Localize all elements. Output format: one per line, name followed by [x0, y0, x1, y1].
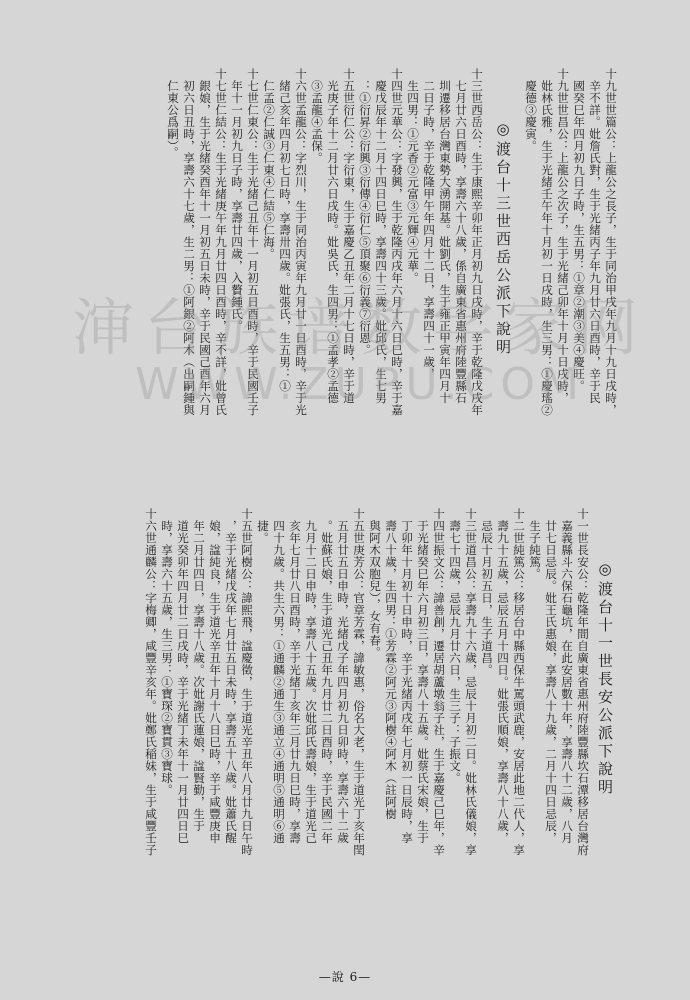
lower-entry: 十三世道昌公：享壽九十六歲，忌辰十月初二日。妣林氏儀娘，享 [464, 508, 478, 856]
upper-entry: 十七世仁結公：生于光緒庚午年九月廿四日酉時，辛不詳，妣曾氏 [214, 68, 228, 416]
upper-entry: ：①衍昇②衍興③衍傳④衍仁⑤頂聚⑥衍義⑦衍恩。 [358, 68, 372, 356]
page-number: —說 6— [318, 970, 372, 984]
upper-entry: 年十一月初九日子時，享壽廿四歲，入贅鍾氏。 [230, 68, 244, 332]
upper-entry: 十四世元華公：字發興，生于乾隆丙戌年六月十六日巳時，辛于嘉 [390, 68, 404, 416]
upper-entry: 慶戊辰年十二月十四日巳時，享壽四十三歲。妣邱氏，生七男 [374, 68, 388, 404]
upper-entry: 十三世西岳公：生于康熙辛卯年正月初九日戌時，辛于乾隆戊戌年 [470, 68, 484, 416]
upper-entry: 仁東公爲嗣）。 [166, 68, 180, 159]
upper-entry: 緒己亥年四月初七日時，享壽卅四歲。妣張氏，生五男：① [278, 68, 292, 392]
upper-entry: 國癸巳年四月初九日子時，生五男：①章②潮③美④慶旺。 [572, 68, 586, 392]
lower-entry: 十六世通麟公：字梅卿，咸豐辛亥年。妣鄭氏稲妹，生于咸豐壬子 [144, 508, 158, 856]
lower-entry: 道光癸卯年四月廿二日戌時，辛于光緒丁未年十一月廿四日巳 [176, 508, 190, 844]
lower-entry: 嘉義縣斗六保石龜坑，在此安居數十年，享壽八十二歲，八月 [560, 508, 574, 844]
lower-entry: 十一世長安公：乾隆年間自廣東省惠州府陸豐縣坎石潭移居台灣府 [576, 508, 590, 856]
upper-entry: 光庚子年十二月廿六日戌時。妣吳氏，生四男：①孟孝②孟德 [326, 68, 340, 404]
upper-entry: 仁孟②仁誠③仁東④仁結⑤仁海。 [262, 68, 276, 260]
upper-entry: 生四男：①元香②元富③元輝④元華。 [406, 68, 420, 284]
upper-entry: 二日子時，辛于乾隆甲午年四月十二日，享壽四十一歲， [422, 68, 436, 380]
lower-entry: 廿七日忌辰。妣王氏惠娘，享壽八十九歲，二月十四日忌辰， [544, 508, 558, 844]
lower-entry: 九月十二日申時，享壽八十五歲。次妣邱氏壽娘，生于道光己 [304, 508, 318, 844]
watermark-text: 渖台族谱数字家网 [71, 291, 648, 364]
lower-entry: 忌辰十月初五日，生子道昌。 [480, 508, 494, 676]
lower-entry: 十二世純篤公：移居台中縣西保牛罵頭武鹿，安居此地二代人，享 [512, 508, 526, 856]
lower-entry: 壽七十四歲，忌辰九月廿六日，生三子：子振文。 [448, 508, 462, 784]
upper-entry: 圳遷移居台灣東勢大湧開基。妣劉氏，生于雍正甲寅年四月十 [438, 68, 452, 404]
lower-entry: 亥年七月廿八日酉時，辛于光緒丁亥年三月廿九日巳時，享壽 [288, 508, 302, 844]
upper-entry: 妣林氏雅，生于光緒壬午年十月初一日戌時，生三男：①慶瑤② [540, 68, 554, 416]
upper-entry: 慶德③慶寅。 [524, 68, 538, 152]
lower-entry: 。妣蘇氏娘，生于道光己丑年九月廿二日酉時，辛于民國二年 [320, 508, 334, 844]
lower-entry: 娘，諡純良，生于道光辛丑年十月十八日巳時，辛于咸豐庚申 [208, 508, 222, 844]
lower-entry: 十四世振文公：諱善創，遷居胡蘆墩翁子社，生于嘉慶己巳年，辛 [432, 508, 446, 856]
lower-entry: 四十九歲。共生六男：①通麟②通生③通立④通明⑤通明⑥通 [272, 508, 286, 844]
upper-entry: 十五世衍仁公：字衍東，生于嘉慶乙丑年二月十七日時，辛于道 [342, 68, 356, 404]
lower-entry: 捷。 [256, 508, 270, 544]
lower-entry: 年二月廿四日，享壽十八歲。次妣謝氏蓮娘，諡賢勤，生于 [192, 508, 206, 832]
lower-entry: 生子純篤。 [528, 508, 542, 580]
lower-entry: 時，享壽六十五歲，生三男：①寶琛②寶貫③寶球。 [160, 508, 174, 796]
section-title: ◎渡台十一世長安公派下說明 [596, 560, 614, 797]
lower-entry: 十五世阿樹公：諱熙飛，諡慶徵，生于道光辛丑年八月廿九日午時 [240, 508, 254, 856]
upper-entry: 銀娘，生于光緒癸酉年十一月初五日未時，辛于民國己酉年六月 [198, 68, 212, 416]
upper-entry: 十九世世昌公：上龍公之次子，生于光緒己卯年十月十日戌時， [556, 68, 570, 404]
lower-entry: 丁卯年十月初十日申時，辛于光緒丙戌年七月初一日辰時，享 [400, 508, 414, 844]
lower-entry: 壽九十五歲，忌辰五月十四日。妣張氏順娘，享壽八十八歲， [496, 508, 510, 844]
lower-entry: 十五世庚芳公：官章芳霖，諱敏惠，俗名大老，生于道光丁亥年閏 [352, 508, 366, 856]
lower-entry: 五月廿五日申時，光緒戊子年四月初九日卯時，享壽六十二歲 [336, 508, 350, 844]
upper-entry: 初六日丑時，享壽六十七歲，生二男：①阿銀②阿木（出嗣鍾與 [182, 68, 196, 416]
lower-entry: ，辛于光緒戊戌年七月廿五日未時，享壽五十八歲。妣蕭氏醒 [224, 508, 238, 844]
lower-entry: 壽八十歲，生四男：①芳霖②阿元③阿樹④阿木（註阿樹 [384, 508, 398, 820]
section-title: ◎渡台十三世西岳公派下說明 [494, 120, 512, 357]
upper-entry: 十七世仁東公：生于光緒己丑年十一月初五日酉時，辛于民國壬子 [246, 68, 260, 416]
lower-entry: 與阿木双胞兒），女有春。 [368, 508, 382, 659]
lower-entry: 于光緒癸巳年六月初三日，享壽八十五歲。妣蔡氏宋娘，生于 [416, 508, 430, 844]
upper-entry: ③孟龍④孟保。 [310, 68, 324, 164]
upper-entry: 十六世孟龍公：字烈川，生于同治丙寅年九月廿一日酉時，辛于光 [294, 68, 308, 416]
upper-entry: 七月廿六日酉時，享壽六十八歲，係自廣東省惠州府陸豐縣石 [454, 68, 468, 404]
upper-entry: 十九世世篇公：上龍公之長子，生于同治甲戌年九月十九日戌時， [604, 68, 618, 416]
watermark-url: WWW.ZUPU.COM [135, 359, 585, 410]
upper-entry: 辛不詳。妣詹氏對，生于光緒丙子年九月廿六日酉時，辛于民 [588, 68, 602, 404]
